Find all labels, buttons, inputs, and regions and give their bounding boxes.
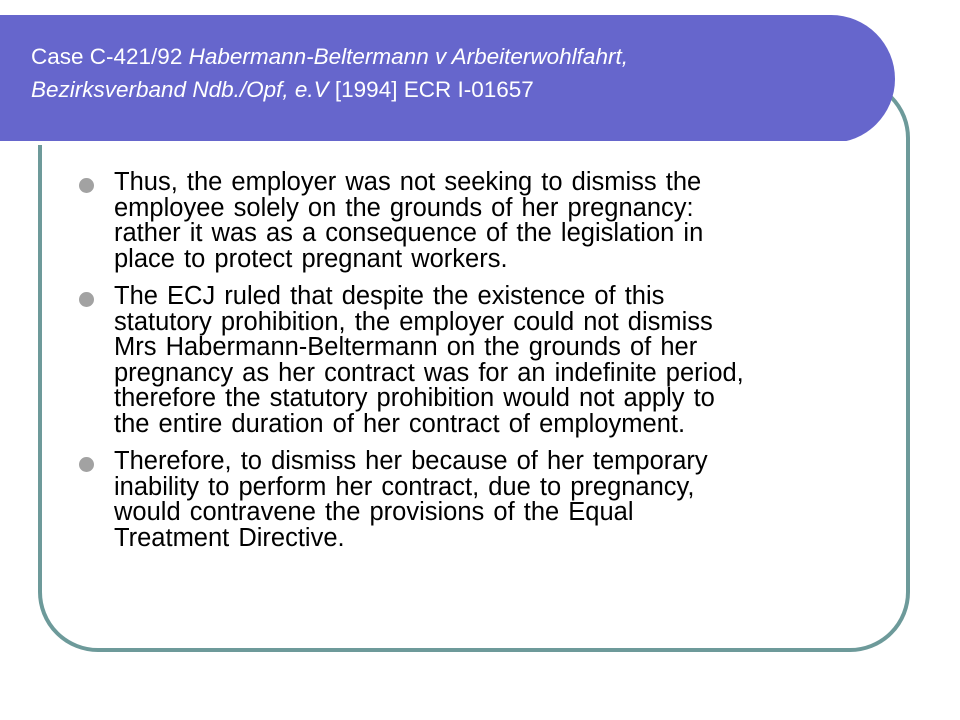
title-case-name-part-2: Bezirksverband Ndb./Opf, e.V xyxy=(31,77,329,102)
bullet-text-line: would contravene the provisions of the Equal xyxy=(114,498,634,526)
title-case-number: Case C-421/92 xyxy=(31,44,189,69)
bullet-text-line: pregnancy as her contract was for an indefinite period, xyxy=(114,358,744,387)
bullet-item xyxy=(76,170,866,272)
title-banner xyxy=(0,15,895,143)
bullet-dot-icon xyxy=(79,292,94,307)
bullet-text-line: Treatment Directive. xyxy=(114,523,345,552)
bullet-text-line: The ECJ ruled that despite the existence of this xyxy=(114,282,665,310)
bullet-item xyxy=(76,449,866,551)
title-line-1 xyxy=(31,40,895,73)
bullet-text-line: place to protect pregnant workers. xyxy=(114,244,508,273)
bullet-text-line: Mrs Habermann-Beltermann on the grounds of her xyxy=(114,333,698,361)
bullet-dot-icon xyxy=(79,457,94,472)
bullet-text-line: rather it was as a consequence of the legislation in xyxy=(114,219,704,247)
bullet-list xyxy=(76,170,866,563)
bullet-text-line: statutory prohibition, the employer could not dismiss xyxy=(114,307,713,336)
title-citation: [1994] ECR I-01657 xyxy=(328,77,534,102)
bullet-text-line: employee solely on the grounds of her pregnancy: xyxy=(114,193,694,222)
title-underline xyxy=(0,141,848,145)
bullet-dot-icon xyxy=(79,178,94,193)
bullet-text-line: Therefore, to dismiss her because of her temporary xyxy=(114,447,708,475)
title-case-name-part-1: Habermann-Beltermann v Arbeiterwohlfahrt, xyxy=(188,44,628,69)
title-line-2 xyxy=(31,73,895,106)
bullet-text-line: inability to perform her contract, due to pregnancy, xyxy=(114,472,695,501)
bullet-text-line: therefore the statutory prohibition would not apply to xyxy=(114,384,715,412)
bullet-text-line: Thus, the employer was not seeking to dismiss the xyxy=(114,168,702,196)
bullet-text-line: the entire duration of her contract of employment. xyxy=(114,409,686,438)
bullet-item xyxy=(76,284,866,437)
